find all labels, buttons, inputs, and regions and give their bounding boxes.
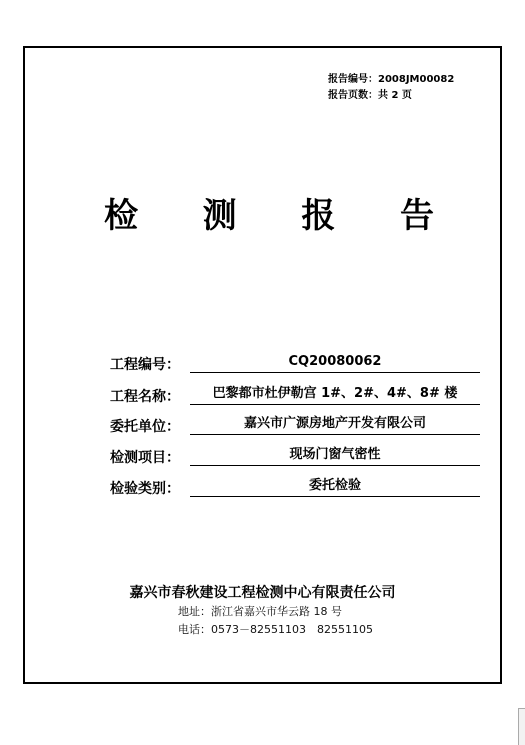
field-value: 嘉兴市广源房地产开发有限公司 xyxy=(190,414,480,435)
footer-address: 地址：浙江省嘉兴市华云路 18 号 xyxy=(178,605,342,618)
footer-phone: 电话：0573－82551103 82551105 xyxy=(178,623,373,636)
report-pages-value: 共 2 页 xyxy=(378,90,412,101)
report-meta xyxy=(328,72,454,104)
field-value: CQ20080062 xyxy=(190,352,480,373)
field-label: 工程编号： xyxy=(110,357,180,373)
title-char: 测 xyxy=(202,196,237,236)
report-pages-label: 报告页数： xyxy=(328,90,378,101)
report-number-value: 2008JM00082 xyxy=(378,74,455,85)
report-number-label: 报告编号： xyxy=(328,74,378,85)
field-project-name xyxy=(110,384,490,406)
document-title xyxy=(104,188,434,236)
title-char: 检 xyxy=(104,196,138,236)
field-label: 检测项目： xyxy=(110,450,180,466)
field-value: 巴黎都市杜伊勒宫 1#、2#、4#、8# 楼 xyxy=(190,384,480,405)
field-value: 委托检验 xyxy=(190,476,480,497)
field-label: 委托单位： xyxy=(110,419,180,435)
report-pages-row xyxy=(328,88,454,104)
page-corner xyxy=(518,708,525,745)
field-test-category xyxy=(110,476,490,498)
field-test-item xyxy=(110,445,490,467)
field-client xyxy=(110,414,490,436)
field-label: 工程名称： xyxy=(110,389,180,405)
field-project-number xyxy=(110,352,490,374)
title-char: 报 xyxy=(301,196,336,236)
footer-company: 嘉兴市春秋建设工程检测中心有限责任公司 xyxy=(129,585,396,601)
field-value: 现场门窗气密性 xyxy=(190,445,480,466)
title-char: 告 xyxy=(399,196,434,236)
report-number-row xyxy=(328,72,454,88)
field-label: 检验类别： xyxy=(110,481,180,497)
